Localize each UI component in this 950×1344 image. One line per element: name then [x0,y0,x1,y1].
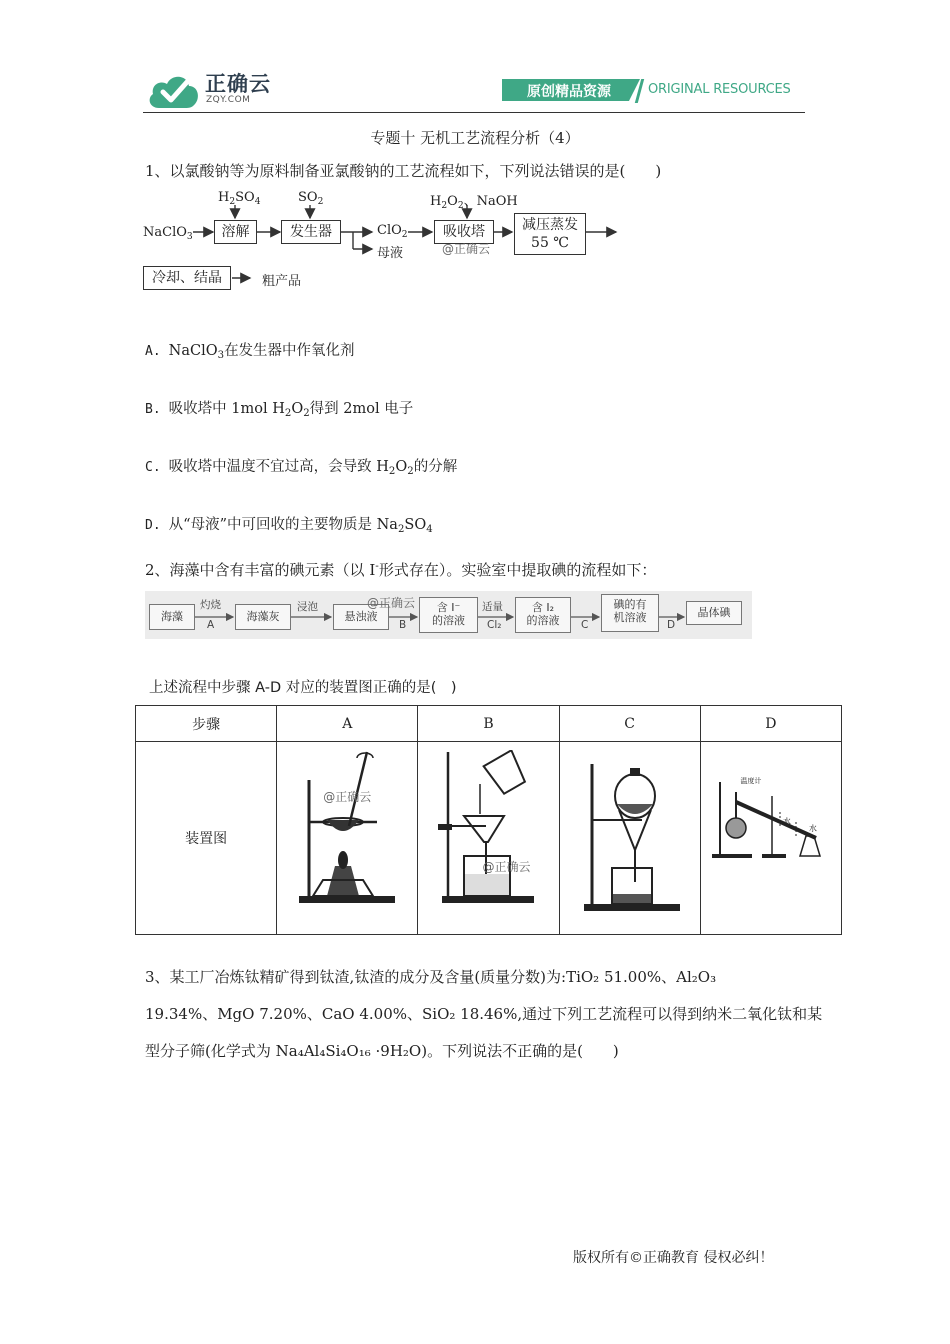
apparatus-d-water-label-2: 水 [808,824,817,833]
q1-box-evaporation-line1: 减压蒸发 [522,217,578,233]
q1-reagent-so2: $SO_2$ [298,190,324,207]
q1-box-absorption-tower: 吸收塔 [434,220,494,244]
logo-brand-name: 正确云 [205,72,271,96]
q1-box-generator: 发生器 [281,220,341,244]
q1-option-c-label: C. [145,460,161,475]
q1-option-b: B. 吸收塔中 1mol $H_2O_2$得到 2mol 电子 [145,401,414,419]
table-header-a: A [277,706,418,742]
q1-output-clo2: ClO$_2$ [377,223,408,240]
q2-box-iodine-solution: 含 I₂ 的溶液 [515,597,571,633]
q1-box-evaporation-line2: 55 ℃ [531,235,569,251]
q2-process-flow-diagram [145,591,752,639]
q1-reagent-h2so4: $H_2SO_4$ [218,190,261,207]
apparatus-c-cell [559,742,700,935]
q2-stem: 2、海藻中含有丰富的碘元素（以 I-形式存在）。实验室中提取碘的流程如下： [145,560,657,579]
apparatus-d-thermometer-label: 温度计 [740,777,762,785]
q2-box-crystal-iodine: 晶体碘 [686,601,742,625]
q1-stem: 1、以氯酸钠等为原料制备亚氯酸钠的工艺流程如下，下列说法错误的是( ) [145,162,662,180]
q2-box-organic-iodine: 碘的有 机溶液 [601,594,659,632]
q3-line-3: 型分子筛(化学式为 Na₄Al₄Si₄O₁₆ ·9H₂O)。下列说法不正确的是( ) [145,1042,619,1060]
apparatus-b-cell [418,742,559,935]
q2-box-suspension: 悬浊液 [333,604,389,630]
table-header-d: D [700,706,841,742]
copyright-footer: 版权所有©正确教育 侵权必纠！ [573,1250,774,1266]
q2-question: 上述流程中步骤 A-D 对应的装置图正确的是( ) [149,680,457,696]
q2-box-seaweed-ash: 海藻灰 [235,604,291,630]
q2-label-a: A [207,619,215,631]
table-header-c: C [559,706,700,742]
q1-option-d: D. 从“母液”中可回收的主要物质是 $Na_2SO_4$ [145,517,433,535]
table-header-row [136,706,842,742]
banner-original-label-en: ORIGINAL RESOURCES [648,82,791,97]
q1-start-material: NaClO$_3$ [143,225,193,242]
q1-watermark: @正确云 [442,242,491,256]
q2-label-d: D [667,619,676,631]
apparatus-b-watermark: @正确云 [482,859,531,874]
separatory-funnel-apparatus-icon [570,758,690,918]
header-rule [143,112,805,113]
q1-product: 粗产品 [262,274,302,289]
q2-flow-watermark: @正确云 [367,596,416,610]
q1-option-d-label: D. [145,518,161,533]
table-apparatus-row [136,742,842,935]
q2-label-b: B [399,619,407,631]
q2-label-cl2: Cl₂ [487,619,502,631]
q2-label-c: C [581,619,589,631]
banner-original-label: 原创精品资源 [527,84,611,100]
apparatus-d-water-label-1: 水 [782,817,791,826]
q1-box-dissolve: 溶解 [214,220,257,244]
apparatus-a-watermark: @正确云 [323,789,372,804]
table-header-b: B [418,706,559,742]
apparatus-a-cell [277,742,418,935]
q1-option-a: A. NaClO$_3$在发生器中作氧化剂 [145,343,355,361]
q1-box-evaporation [514,213,586,255]
filtration-apparatus-icon [428,750,548,910]
table-row-label: 装置图 [136,742,277,935]
q2-box-iodide-solution: 含 I⁻ 的溶液 [419,597,478,633]
q2-label-a-top: 灼烧 [200,599,221,611]
q1-option-c: C. 吸收塔中温度不宜过高，会导致 $H_2O_2$的分解 [145,459,458,477]
q3-line-2: 19.34%、MgO 7.20%、CaO 4.00%、SiO₂ 18.46%,通过下列工艺流程可以得到纳米二氧化钛和某 [145,1005,823,1023]
page-title: 专题十 无机工艺流程分析（4） [370,129,580,147]
q1-option-a-label: A. [145,344,161,359]
q1-option-b-label: B. [145,402,161,417]
q1-output-mother-liquor: 母液 [377,246,404,261]
q2-apparatus-table [135,705,842,935]
q2-label-cl2-top: 适量 [482,601,503,613]
q1-reagent-h2o2-naoh: $H_2O_2$、NaOH [430,194,518,211]
table-header-step: 步骤 [136,706,277,742]
logo-domain: ZQY.COM [206,95,251,105]
q1-box-cool-crystallize: 冷却、结晶 [143,266,231,290]
q3-line-1: 3、某工厂冶炼钛精矿得到钛渣,钛渣的成分及含量(质量分数)为:TiO₂ 51.00%、Al₂O₃ [145,968,717,986]
crucible-heating-apparatus-icon [287,750,407,910]
q2-box-seaweed: 海藻 [149,604,195,630]
q2-label-soak: 浸泡 [297,601,318,613]
cloud-check-logo-icon [147,70,201,110]
apparatus-d-cell [700,742,841,935]
